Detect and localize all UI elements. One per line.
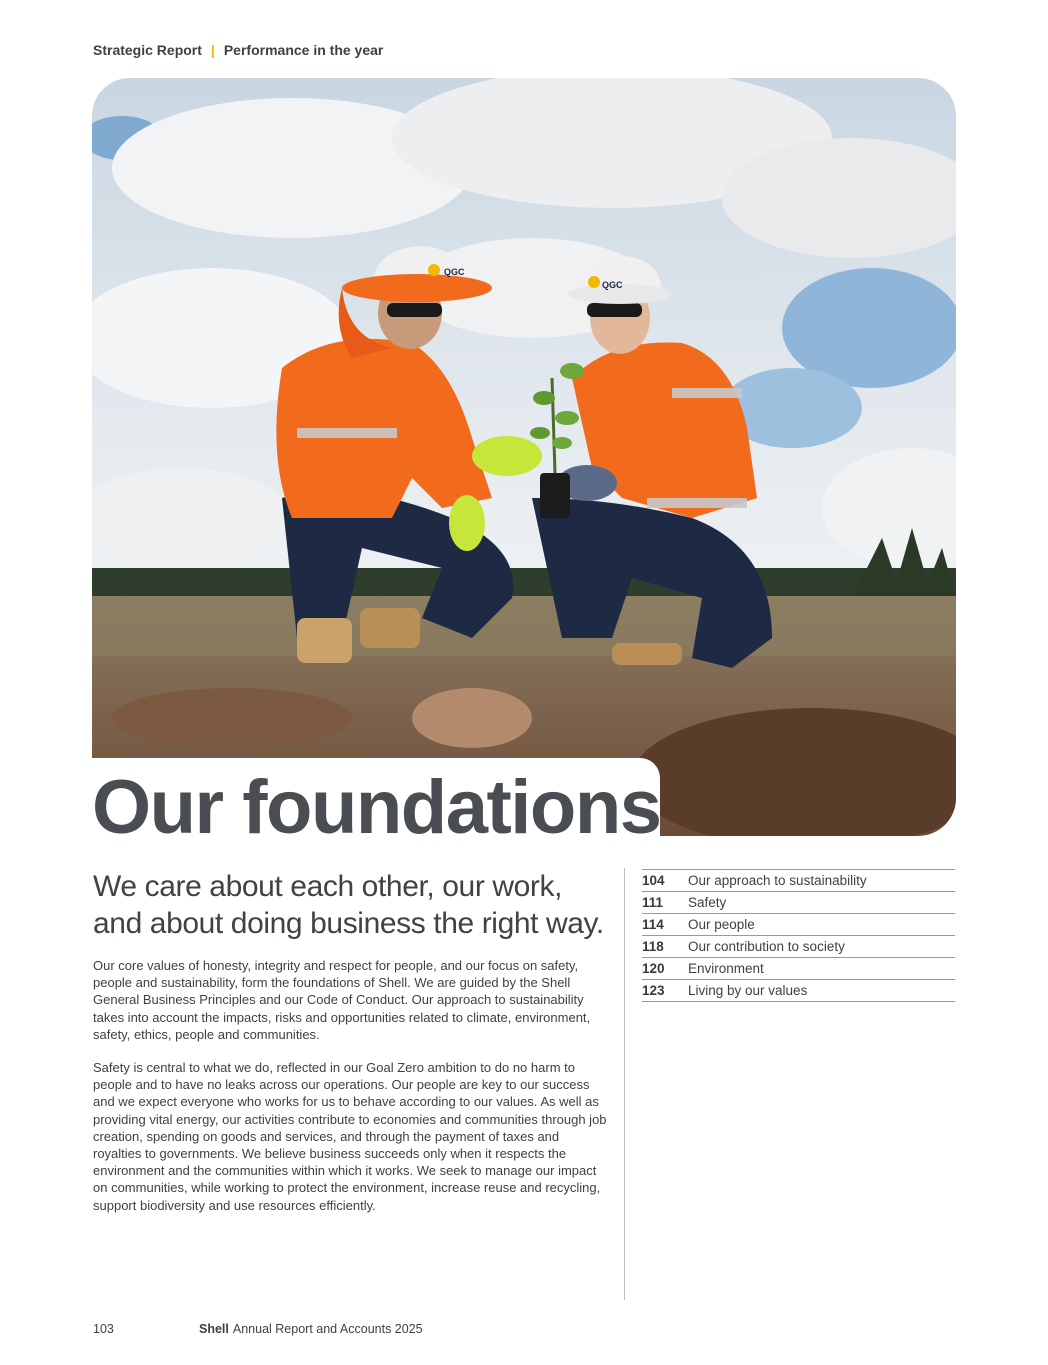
footer-publication-title: Annual Report and Accounts 2025 xyxy=(232,1322,423,1336)
page-title: Our foundations xyxy=(92,765,661,850)
hero-photo xyxy=(92,78,956,836)
contents-label: Our contribution to society xyxy=(688,939,845,954)
contents-item-environment[interactable] xyxy=(642,958,955,980)
column-divider xyxy=(624,868,625,1300)
footer-publication xyxy=(199,1322,423,1336)
hero-illustration xyxy=(92,78,956,836)
contents-label: Environment xyxy=(688,961,764,976)
page-number: 103 xyxy=(93,1322,114,1336)
contents-item-safety[interactable] xyxy=(642,892,955,914)
contents-item-sustainability[interactable] xyxy=(642,870,955,892)
contents-item-values[interactable] xyxy=(642,980,955,1002)
contents-label: Our approach to sustainability xyxy=(688,873,867,888)
contents-page-number: 123 xyxy=(642,983,665,998)
breadcrumb-separator: | xyxy=(210,42,215,58)
contents-page-number: 104 xyxy=(642,873,665,888)
breadcrumb-subsection[interactable]: Performance in the year xyxy=(223,42,384,58)
breadcrumb xyxy=(93,42,383,58)
helmet-logo-left: QGC xyxy=(444,267,465,277)
contents-item-society[interactable] xyxy=(642,936,955,958)
contents-label: Living by our values xyxy=(688,983,808,998)
body-paragraph-2: Safety is central to what we do, reflected in our Goal Zero ambition to do no harm to people and to have no leaks across our operations. Our people are key to our success and we expect everyone who works for us to behave according to our values. As well as providing vital energy, our activities contribute to economies and communities through job creation, spending on goods and services, and through the payment of taxes and royalties to governments. We believe business succeeds only when it respects the environment and the communities within which it works. We seek to manage our impact on communities, while working to protect the environment, increase reuse and recycling, support biodiversity and use resources efficiently. xyxy=(93,1060,607,1213)
contents-item-people[interactable] xyxy=(642,914,955,936)
contents-label: Our people xyxy=(688,917,755,932)
contents-page-number: 114 xyxy=(642,917,664,932)
contents-label: Safety xyxy=(688,895,727,910)
body-paragraph-1: Our core values of honesty, integrity and respect for people, and our focus on safety, people and sustainability, form the foundations of Shell. We are guided by the Shell General Business Principles and our Code of Conduct. Our approach to sustainability takes into account the impacts, risks and opportunities related to climate, environment, safety, ethics, people and communities. xyxy=(93,958,591,1042)
footer-brand: Shell xyxy=(199,1322,229,1336)
breadcrumb-section[interactable]: Strategic Report xyxy=(93,42,202,58)
contents-page-number: 120 xyxy=(642,961,665,976)
contents-page-number: 118 xyxy=(642,939,664,954)
contents-list xyxy=(642,869,955,1002)
lead-statement: We care about each other, our work, and about doing business the right way. xyxy=(93,870,604,940)
contents-page-number: 111 xyxy=(642,895,664,910)
helmet-logo-right: QGC xyxy=(602,280,623,290)
